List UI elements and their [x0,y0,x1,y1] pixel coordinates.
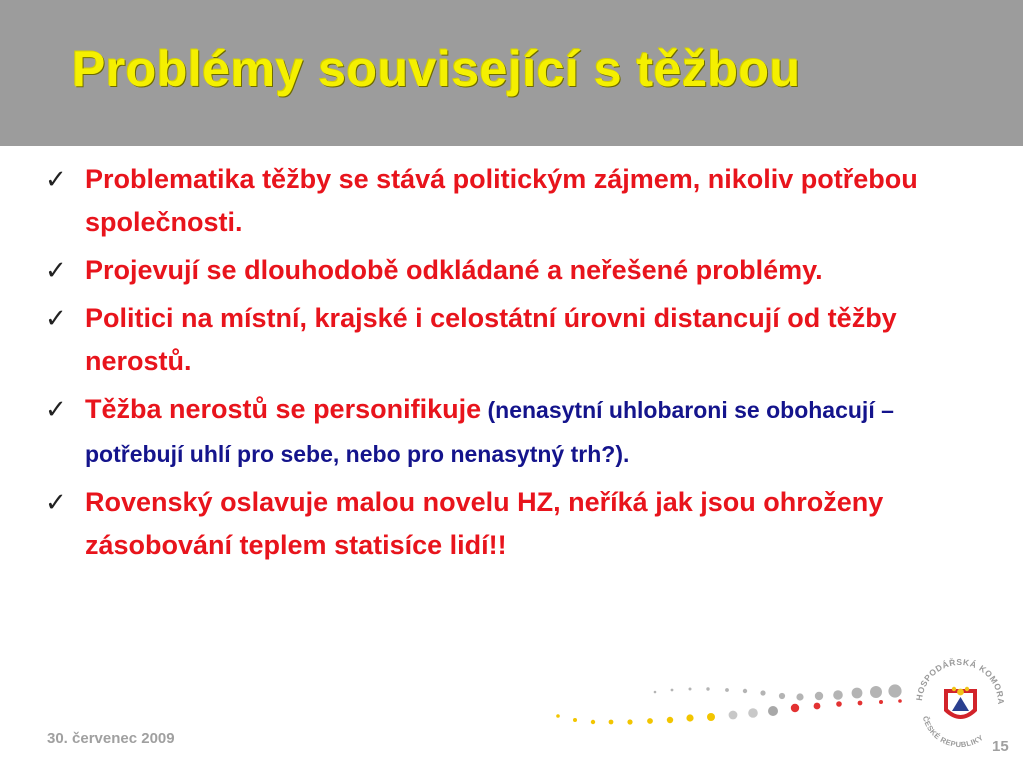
decorative-dot [725,688,729,692]
decorative-dot [706,687,709,690]
decorative-dot [858,701,863,706]
footer-date: 30. červenec 2009 [47,730,175,747]
decorative-dot [888,684,901,697]
decorative-dot [852,688,863,699]
decorative-dot [591,720,595,724]
bullet-text: Problematika těžby se stává politickým zájmem, nikoliv potřebou společnosti. [85,164,918,237]
decorative-dot [796,693,803,700]
decorative-dot [671,689,674,692]
decorative-dot [556,714,560,718]
svg-text:ČESKÉ REPUBLIKY: ČESKÉ REPUBLIKY [920,714,986,750]
bullet-text: Politici na místní, krajské i celostátní úrovni distancují od těžby nerostů. [85,303,897,376]
decorative-dot [836,701,842,707]
decorative-dot [814,703,821,710]
decorative-dot [686,714,693,721]
decorative-dot [573,718,577,722]
decorative-dot [791,704,799,712]
decorative-dot [729,711,738,720]
decorative-dot [667,717,673,723]
bullet-text: Rovenský oslavuje malou novelu HZ, neříká jak jsou ohroženy zásobování teplem statisíce lidí!! [85,487,884,560]
decorative-dot [768,706,778,716]
checkmark-icon: ✓ [45,394,67,424]
checkmark-icon: ✓ [45,303,67,333]
decorative-dot [609,720,614,725]
decorative-dot [779,693,785,699]
decorative-dot [647,718,653,724]
decorative-dot [743,689,747,693]
page-number: 15 [992,738,1009,755]
checkmark-icon: ✓ [45,255,67,285]
decorative-dot [815,692,823,700]
decorative-dot [870,686,882,698]
decorative-dot [898,699,902,703]
decorative-dot [748,708,758,718]
decorative-dot [627,719,632,724]
bullet-note: (nenasytní uhlobaroni se obohacují – potřebují uhlí pro sebe, nebo pro nenasytný trh?). [85,397,894,467]
decorative-dot [654,691,657,694]
decorative-dot [879,700,883,704]
slide-title: Problémy související s těžbou [72,41,801,97]
decorative-dot [707,713,715,721]
bullet-text: Těžba nerostů se personifikuje [85,394,482,424]
decorative-dot [689,688,692,691]
checkmark-icon: ✓ [45,487,67,517]
decorative-dot [833,690,843,700]
checkmark-icon: ✓ [45,164,67,194]
decorative-dot [760,690,765,695]
bullet-text: Projevují se dlouhodobě odkládané a neřešené problémy. [85,255,823,285]
svg-text:HOSPODÁŘSKÁ KOMORA: HOSPODÁŘSKÁ KOMORA [913,656,1007,706]
